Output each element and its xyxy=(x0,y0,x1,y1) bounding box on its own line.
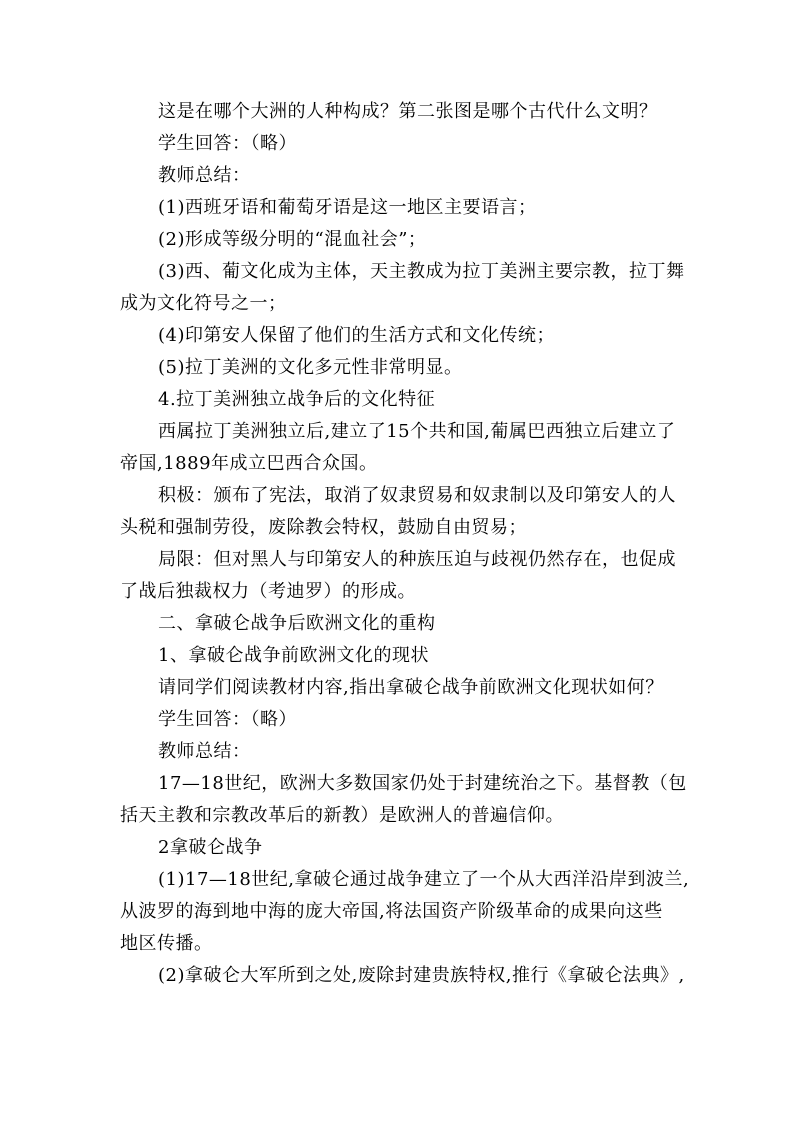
section-heading: 4.拉丁美洲独立战争后的文化特征 xyxy=(158,389,436,410)
text-line: 头税和强制劳役，废除教会特权，鼓励自由贸易； xyxy=(120,517,527,538)
text-line: (3)西、葡文化成为主体，天主教成为拉丁美洲主要宗教，拉丁舞 xyxy=(158,261,685,282)
text-line: (4)印第安人保留了他们的生活方式和文化传统； xyxy=(158,325,555,346)
text-line: (5)拉丁美洲的文化多元性非常明显。 xyxy=(158,357,463,378)
text-line: 括天主教和宗教改革后的新教）是欧洲人的普遍信仰。 xyxy=(120,805,564,826)
text-line: 学生回答：（略） xyxy=(158,709,297,730)
text-line: 教师总结： xyxy=(158,741,251,762)
text-line: 帝国,1889年成立巴西合众国。 xyxy=(120,453,378,474)
text-line: (1)西班牙语和葡萄牙语是这一地区主要语言； xyxy=(158,197,537,218)
section-heading: 二、拿破仑战争后欧洲文化的重构 xyxy=(158,613,436,634)
text-line: 这是在哪个大洲的人种构成？第二张图是哪个古代什么文明？ xyxy=(158,101,658,122)
text-line: 西属拉丁美洲独立后,建立了15个共和国,葡属巴西独立后建立了 xyxy=(158,421,676,442)
text-line: 17—18世纪，欧洲大多数国家仍处于封建统治之下。基督教（包 xyxy=(158,773,687,794)
text-line: 成为文化符号之一； xyxy=(120,293,287,314)
text-line: 从波罗的海到地中海的庞大帝国,将法国资产阶级革命的成果向这些 xyxy=(120,901,663,922)
text-line: (2)拿破仑大军所到之处,废除封建贵族特权,推行《拿破仑法典》, xyxy=(158,965,685,986)
text-line: 教师总结： xyxy=(158,165,251,186)
subsection-heading: 2拿破仑战争 xyxy=(158,837,263,858)
text-line: 积极：颁布了宪法，取消了奴隶贸易和奴隶制以及印第安人的人 xyxy=(158,485,676,506)
text-line: (2)形成等级分明的“混血社会”； xyxy=(158,229,427,250)
subsection-heading: 1、拿破仑战争前欧洲文化的现状 xyxy=(158,645,429,666)
text-line: (1)17—18世纪,拿破仑通过战争建立了一个从大西洋沿岸到波兰, xyxy=(158,869,690,890)
text-line: 局限：但对黑人与印第安人的种族压迫与歧视仍然存在，也促成 xyxy=(158,549,676,570)
text-line: 地区传播。 xyxy=(120,933,213,954)
document-page xyxy=(120,96,690,992)
text-line: 请同学们阅读教材内容,指出拿破仑战争前欧洲文化现状如何？ xyxy=(158,677,664,698)
text-line: 了战后独裁权力（考迪罗）的形成。 xyxy=(120,581,416,602)
text-line: 学生回答：（略） xyxy=(158,133,297,154)
